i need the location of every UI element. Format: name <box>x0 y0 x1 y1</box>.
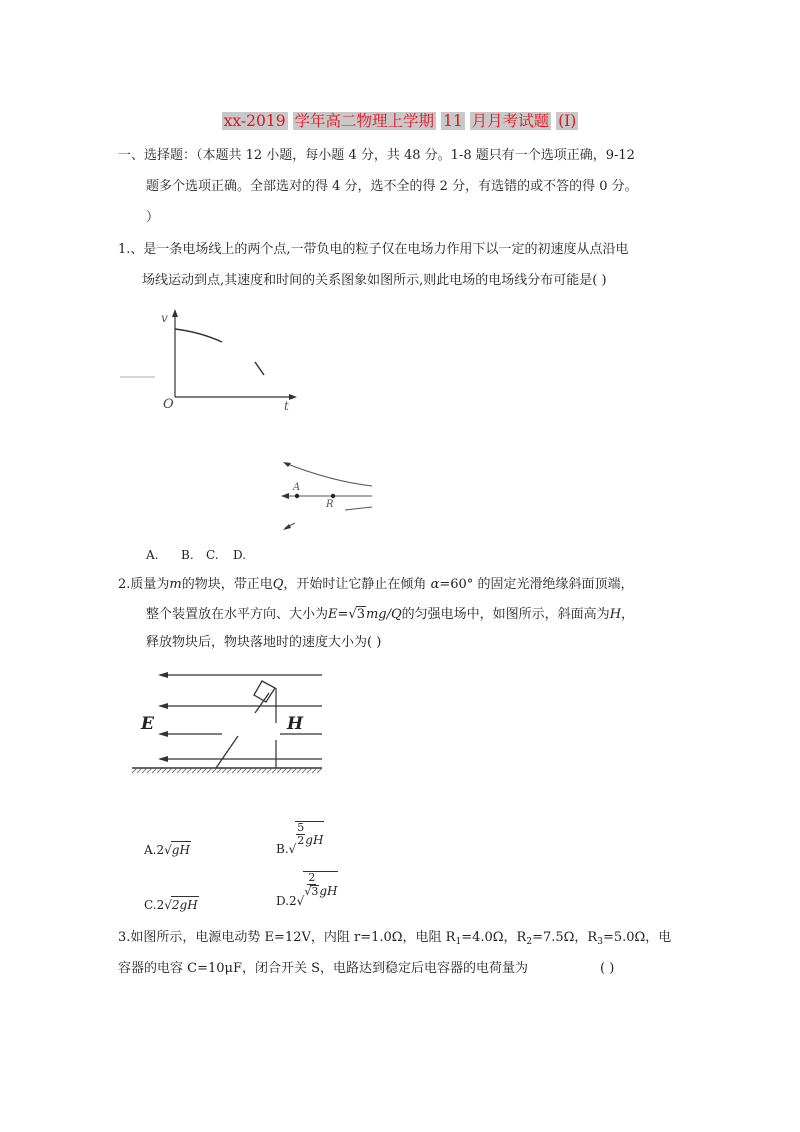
section-heading-line1: 一、选择题：（本题共 12 小题，每小题 4 分，共 48 分。1-8 题只有一个选项正确，9-12 <box>118 148 635 163</box>
q2-line1-a: 2.质量为 <box>118 577 170 592</box>
q1-text-line1: 1.、是一条电场线上的两个点,一带负电的粒子仅在电场力作用下以一定的初速度从点沿电 <box>118 242 629 257</box>
q2-option-c[interactable]: C.2√2gH <box>144 898 198 912</box>
title-part-grade: 学年高二物理上学期 <box>294 112 435 130</box>
q2-option-b[interactable]: B.√ $\frac{5}{2}$ gH <box>276 821 324 856</box>
q2-option-b-den: 2 <box>297 834 305 847</box>
q2-option-b-num: 5 <box>297 821 305 834</box>
q3-text-line2: 容器的电容 C=10μF，闭合开关 S，电路达到稳定后电容器的电荷量为 <box>118 961 529 976</box>
field-label-e: E <box>141 714 154 734</box>
q2-option-a-label: A. <box>144 843 157 857</box>
q2-text-line2 <box>146 606 634 623</box>
q3-line1-b: =4.0Ω，R <box>461 930 527 945</box>
q2-option-d-label: D. <box>276 894 290 908</box>
field-line-bottom-arrow <box>283 524 291 530</box>
q2-option-d-tail: gH <box>319 884 338 898</box>
q2-line1-b: 的物块，带正电 <box>181 577 273 592</box>
field-arrow-4 <box>158 756 168 762</box>
q2-option-c-coef: 2 <box>156 898 165 912</box>
velocity-curve-segment-2 <box>255 362 264 375</box>
q2-option-d-den: 3 <box>311 885 319 898</box>
q2-line2-b: =√ <box>337 607 357 622</box>
field-line-middle-arrow <box>281 493 289 499</box>
q1-velocity-time-graph <box>115 305 305 415</box>
q1-option-b[interactable]: B. <box>181 548 194 562</box>
field-arrow-2 <box>158 703 168 709</box>
r3-subscript: 3 <box>597 937 603 947</box>
q2-option-d-coef: 2 <box>289 894 297 908</box>
origin-label: O <box>163 397 174 412</box>
point-a-label: A <box>293 482 301 493</box>
velocity-curve-segment-1 <box>175 329 222 342</box>
q3-line1-c: =7.5Ω，R <box>532 930 598 945</box>
q2-text-line3: 释放物块后，物块落地时的速度大小为( ) <box>146 635 382 650</box>
point-b-label: R <box>326 499 334 510</box>
point-a-dot <box>295 494 299 498</box>
q2-option-c-radicand: 2gH <box>171 898 198 912</box>
q3-answer-paren: ( ) <box>600 961 615 976</box>
v-axis-arrow <box>172 309 178 317</box>
q2-sqrt-3: 3 <box>356 607 365 622</box>
field-line-lower-fragment <box>345 507 372 510</box>
q2-line1-e: 的固定光滑绝缘斜面顶端， <box>477 577 634 592</box>
var-q: Q <box>272 577 284 592</box>
q2-option-d-radical <box>303 871 338 898</box>
q2-option-a[interactable]: A.2√gH <box>144 843 190 857</box>
document-title <box>0 109 800 131</box>
t-axis-arrow <box>289 394 297 400</box>
field-arrow-1 <box>158 672 168 678</box>
q2-line2-e: 的匀强电场中，如图所示，斜面高为 <box>401 607 610 622</box>
q2-text-line1 <box>118 577 633 593</box>
q2-option-b-label: B. <box>276 842 289 856</box>
q2-option-b-fraction <box>296 822 305 847</box>
q2-option-d[interactable]: D.2√ $\frac{2}{√3}$ gH <box>276 871 338 908</box>
q2-option-a-radicand: gH <box>171 843 190 857</box>
title-part-version: (I) <box>558 112 577 130</box>
section-heading-line2: 题多个选项正确。全部选对的得 4 分，选不全的得 2 分，有选错的或不答的得 0 分。 <box>146 179 638 194</box>
q1-option-c[interactable]: C. <box>206 548 219 562</box>
incline-upper <box>255 693 269 713</box>
q3-line1-a: 3.如图所示，电源电动势 E=12V，内阻 r=1.0Ω，电阻 R <box>118 930 456 945</box>
q2-option-d-num: 2 <box>308 871 316 884</box>
r2-subscript: 2 <box>526 937 533 947</box>
title-part-exam: 月月考试题 <box>471 112 550 130</box>
q2-line2-f: ， <box>621 607 635 622</box>
title-part-month: 11 <box>442 112 463 130</box>
ground-hatching <box>132 768 322 773</box>
height-label-h: H <box>287 714 304 734</box>
q3-line1-d: =5.0Ω，电 <box>602 930 672 945</box>
var-e: E <box>328 607 338 622</box>
q2-option-b-tail: gH <box>305 833 324 847</box>
q2-mg-over-q: mg/Q <box>365 607 402 622</box>
field-line-top-arrow <box>283 462 291 467</box>
q2-option-a-coef: 2 <box>156 843 165 857</box>
q2-option-c-label: C. <box>144 898 157 912</box>
section-heading-line3: ） <box>146 210 160 225</box>
r1-subscript: 1 <box>455 937 462 947</box>
t-axis-label: t <box>284 399 289 413</box>
q2-angle-value: =60° <box>439 577 474 592</box>
var-h: H <box>609 607 622 622</box>
q2-line2-a: 整个装置放在水平方向、大小为 <box>146 607 329 622</box>
q2-option-b-radical <box>295 821 324 847</box>
incline-lower <box>216 736 238 768</box>
q2-line1-c: ，开始时让它静止在倾角 <box>283 577 427 592</box>
q1-field-lines-figure <box>275 455 385 535</box>
title-part-year: xx-2019 <box>223 112 286 130</box>
v-axis-label: v <box>161 311 168 325</box>
var-m: m <box>169 577 182 592</box>
point-b-dot <box>331 494 335 498</box>
q1-option-d[interactable]: D. <box>233 548 247 562</box>
q1-text-line2: 场线运动到点,其速度和时间的关系图象如图所示,则此电场的电场线分布可能是( ) <box>142 273 607 288</box>
field-arrow-3 <box>158 731 168 737</box>
var-alpha: α <box>430 577 440 592</box>
q1-option-a[interactable]: A. <box>146 548 159 562</box>
q3-text-line1 <box>118 930 671 950</box>
q2-option-d-fraction: $\frac{2}{√3}$ <box>304 871 319 898</box>
